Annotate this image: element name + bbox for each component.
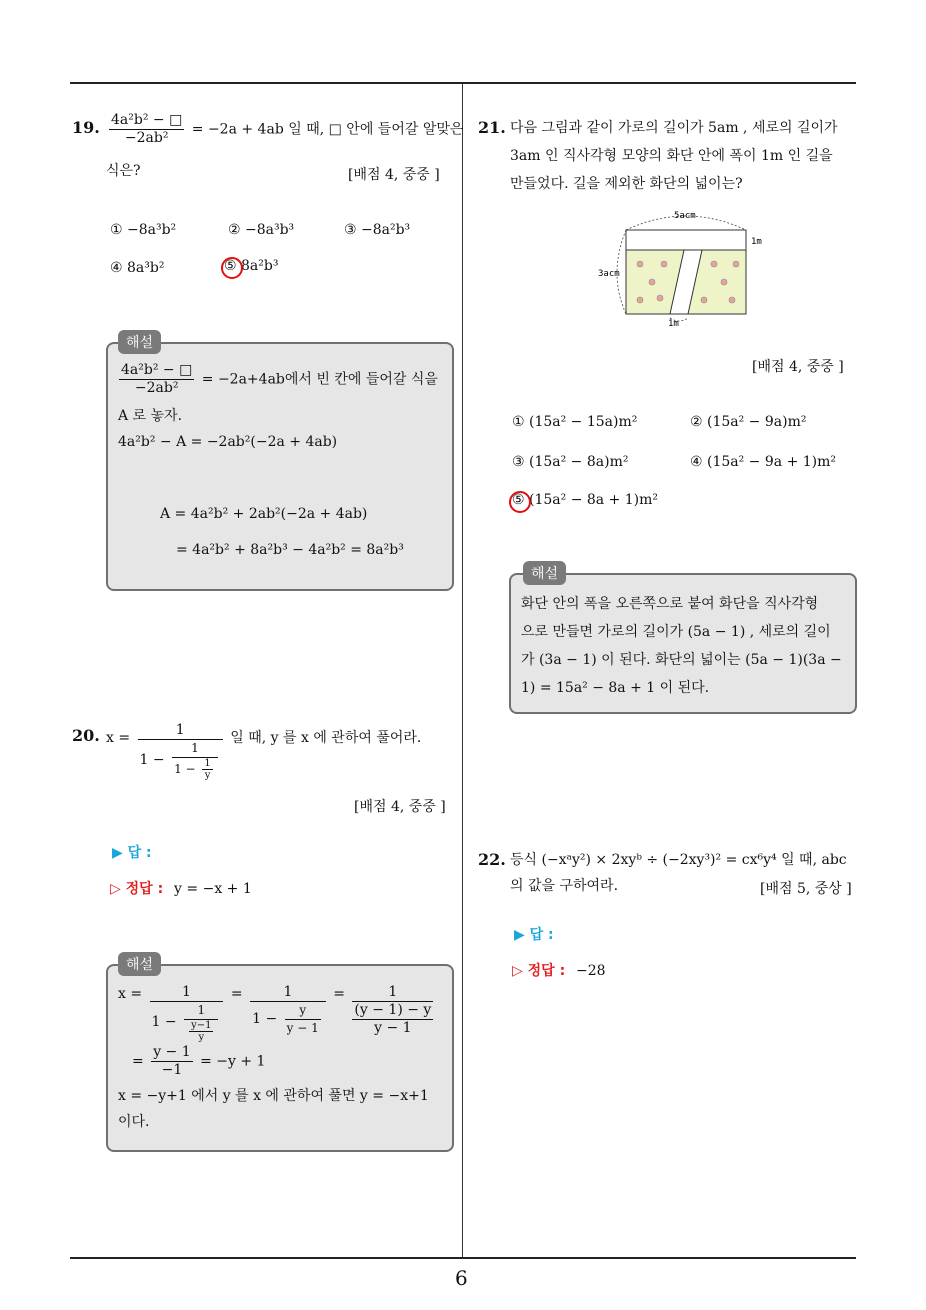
solution-line1: x = 1 1 − 1 y−1 y = 1 1 − $\frac{y}{y - 1}$ = 1 (y − 1) − y y − 1 (118, 984, 432, 1043)
solution-line2: A 로 놓자. (118, 408, 183, 424)
answer-input-label[interactable]: ▶ 답 : (514, 927, 554, 943)
choice-1[interactable]: ① (15a² − 15a)m² (512, 414, 638, 430)
question-text: $\frac{\text{4a²b² − □}}{\text{−2ab²}}$ = −2a + 4ab 일 때, □ 안에 들어갈 알맞은 (111, 112, 464, 146)
solution-tag: 해설 (523, 561, 566, 585)
question-text-line1: 등식 (−xᵃy²) × 2xyᵇ ÷ (−2xy³)² = cx⁶y⁴ 일 때, abc (510, 852, 847, 868)
choice-3[interactable]: ③ −8a²b³ (344, 222, 411, 238)
choice-5-value: 8a²b³ (241, 258, 279, 274)
solution-line2: 으로 만들면 가로의 길이가 (5a − 1) , 세로의 길이 (521, 624, 831, 640)
solution-line4: A = 4a²b² + 2ab²(−2a + 4ab) (160, 506, 368, 522)
question-number: 22. (478, 850, 506, 869)
solution-line4: 이다. (118, 1114, 150, 1130)
choice-5-marker: ⑤ (512, 492, 525, 508)
solution-line3: x = −y+1 에서 y 를 x 에 관하여 풀면 y = −x+1 (118, 1088, 429, 1104)
score-label: [배점 4, 중중 ] (354, 799, 446, 815)
choice-3[interactable]: ③ (15a² − 8a)m² (512, 454, 629, 470)
solution-line4: 1) = 15a² − 8a + 1 이 된다. (521, 680, 710, 696)
fig-label-top: 5acm (674, 211, 696, 221)
score-label: [배점 4, 중중 ] (348, 167, 440, 183)
choice-5-value: (15a² − 8a + 1)m² (529, 492, 659, 508)
choice-5-marker: ⑤ (224, 258, 237, 274)
fraction: $\frac{\text{4a²b² − □}}{\text{−2ab²}}$ (111, 112, 183, 146)
solution-line2: = $\frac{y - 1}{-1}$ = −y + 1 (132, 1044, 266, 1078)
question-number: 19. (72, 118, 100, 137)
score-label: [배점 4, 중중 ] (752, 359, 844, 375)
question-text: x = 1 1 − 1 1 − $\frac{1}{y}$ 일 때, y 를 x 에 관하여 풀어라. (106, 722, 422, 781)
page-number: 6 (455, 1266, 468, 1290)
solution-line1: 화단 안의 폭을 오른쪽으로 붙여 화단을 직사각형 (521, 596, 819, 612)
column-divider (462, 84, 463, 1259)
solution-tag: 해설 (118, 330, 161, 354)
solution-line1: $\frac{\text{4a²b² − □}}{\text{−2ab²}}$ = −2a+4ab에서 빈 칸에 들어갈 식을 (121, 362, 438, 396)
correct-answer-label: ▷ 정답 : −28 (512, 963, 606, 979)
choice-1[interactable]: ① −8a³b² (110, 222, 177, 238)
correct-answer-value: −28 (576, 963, 606, 979)
question-number: 21. (478, 118, 506, 137)
choice-4[interactable]: ④ 8a³b² (110, 260, 165, 276)
question-text-line2: 3am 인 직사각형 모양의 화단 안에 폭이 1m 인 길을 (510, 148, 833, 164)
question-text-line2: 의 값을 구하여라. (510, 878, 619, 894)
question-text-line3: 만들었다. 길을 제외한 화단의 넓이는? (510, 176, 743, 192)
choice-2[interactable]: ② −8a³b³ (228, 222, 295, 238)
correct-answer-value: y = −x + 1 (174, 881, 252, 897)
fig-label-right: 1m (751, 237, 762, 247)
choice-2[interactable]: ② (15a² − 9a)m² (690, 414, 807, 430)
solution-line3: 4a²b² − A = −2ab²(−2a + 4ab) (118, 434, 338, 450)
answer-input-label[interactable]: ▶ 답 : (112, 845, 152, 861)
bottom-rule (70, 1257, 856, 1259)
choice-4[interactable]: ④ (15a² − 9a + 1)m² (690, 454, 837, 470)
answer-circle-icon (221, 257, 243, 279)
fraction: $\frac{\text{4a²b² − □}}{\text{−2ab²}}$ (121, 362, 193, 396)
garden-top-strip (626, 230, 746, 250)
solution-tag: 해설 (118, 952, 161, 976)
garden-figure (596, 206, 776, 330)
solution-line3: 가 (3a − 1) 이 된다. 화단의 넓이는 (5a − 1)(3a − (521, 652, 842, 668)
solution-line5: = 4a²b² + 8a²b³ − 4a²b² = 8a²b³ (176, 542, 404, 558)
nested-fraction: 1 1 − 1 1 − $\frac{1}{y}$ (138, 722, 223, 781)
score-label: [배점 5, 중상 ] (760, 881, 852, 897)
question-text-line2: 식은? (106, 163, 141, 179)
fig-label-left: 3acm (598, 269, 620, 279)
choice-5[interactable] (512, 492, 658, 508)
answer-circle-icon (509, 491, 531, 513)
question-number: 20. (72, 726, 100, 745)
fig-label-bottom: 1m (668, 319, 679, 329)
correct-answer-label: ▷ 정답 : y = −x + 1 (110, 881, 252, 897)
question-text-line1: 다음 그림과 같이 가로의 길이가 5am , 세로의 길이가 (510, 120, 838, 136)
